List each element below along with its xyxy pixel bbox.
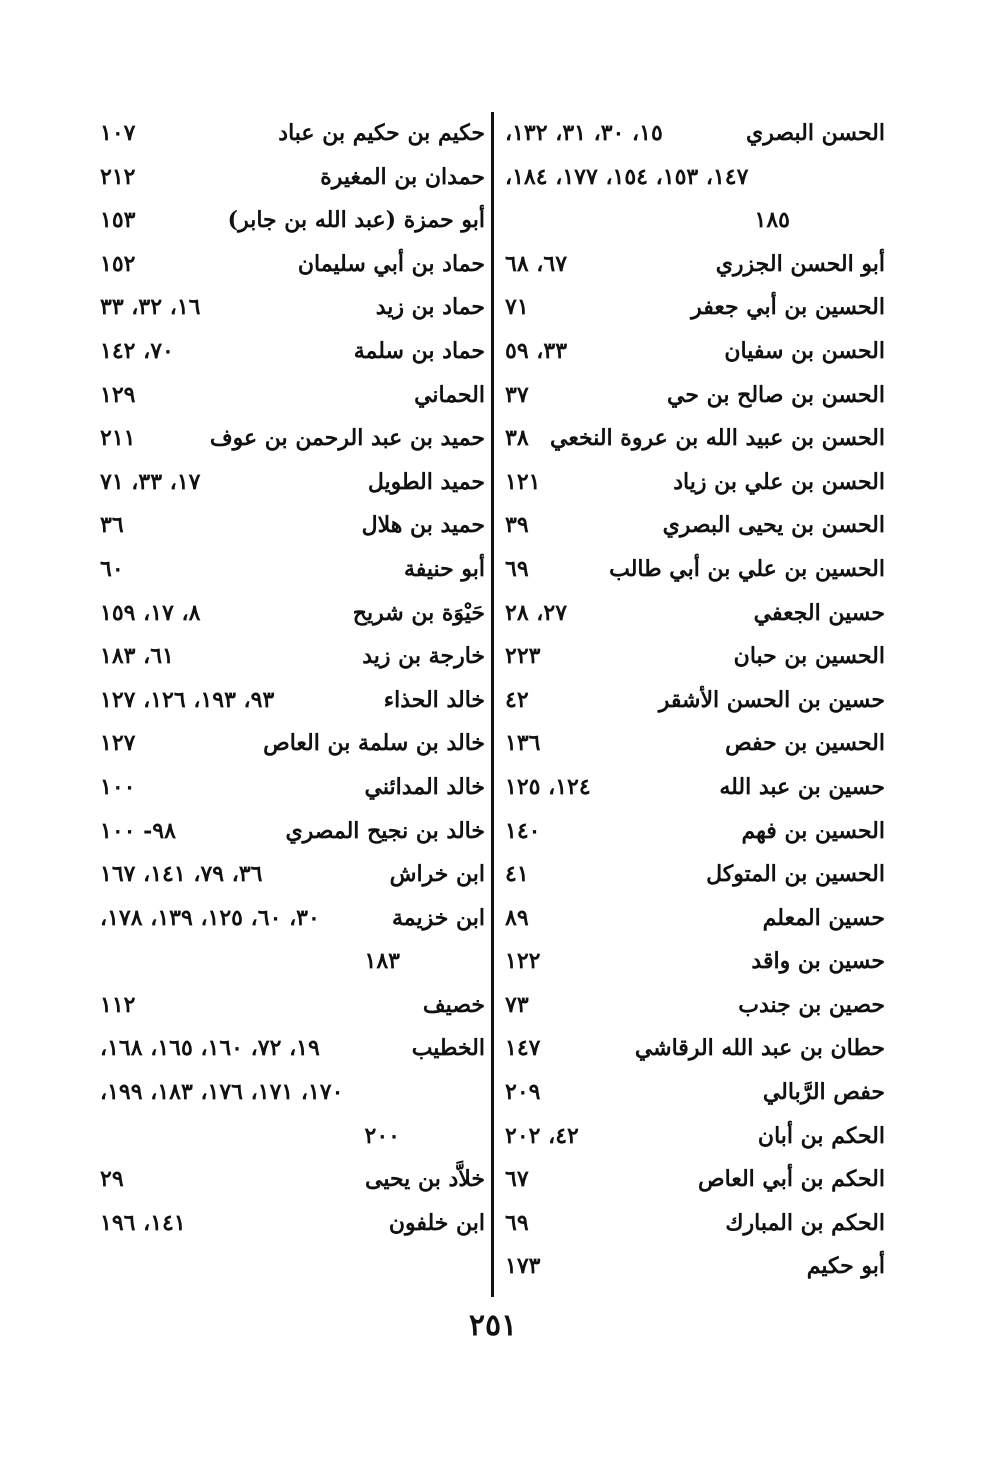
entry-name: الحسين بن فهم <box>741 817 885 844</box>
entry-pages: ٣٧ <box>505 381 529 408</box>
entry-pages: ٦٩ <box>505 555 529 582</box>
entry-pages: ١٣٦ <box>505 730 541 757</box>
index-entry <box>100 722 485 766</box>
index-entry <box>505 1245 885 1289</box>
index-entry <box>100 243 485 287</box>
index-entry <box>100 330 485 374</box>
entry-pages: ١٠٠ <box>100 773 136 800</box>
entry-pages: ١٧٣ <box>505 1253 541 1280</box>
index-entry <box>100 810 485 854</box>
index-entry <box>505 635 885 679</box>
entry-name: الحسين بن علي بن أبي طالب <box>609 555 885 582</box>
index-entry <box>505 112 885 156</box>
index-entry-continuation <box>505 156 885 200</box>
page-number: ٢٥١ <box>468 1308 518 1343</box>
index-entry-continuation <box>505 199 885 243</box>
entry-name: حسين الجعفي <box>753 599 885 626</box>
index-entry <box>100 635 485 679</box>
entry-name: حميد بن هلال <box>361 512 485 539</box>
index-entry <box>100 156 485 200</box>
entry-pages: ١٩، ٧٢، ١٦٠، ١٦٥، ١٦٨، <box>100 1035 320 1062</box>
entry-name: الحكم بن أبي العاص <box>698 1166 885 1193</box>
index-entry <box>505 810 885 854</box>
entry-name: الحسين بن المتوكل <box>706 861 885 888</box>
entry-pages: ٣٠، ٦٠، ١٢٥، ١٣٩، ١٧٨، <box>100 904 320 931</box>
index-entry <box>505 461 885 505</box>
entry-name: خارجة بن زيد <box>362 643 485 670</box>
entry-name: ابن خزيمة <box>391 904 485 931</box>
entry-pages: ١٤٧ <box>505 1035 541 1062</box>
entry-pages: ٩٣، ١٩٣، ١٢٦، ١٢٧ <box>100 686 275 713</box>
entry-pages: ١١٢ <box>100 991 136 1018</box>
index-entry <box>505 984 885 1028</box>
index-entry-continuation <box>100 1115 485 1159</box>
entry-pages: ٢١٢ <box>100 163 136 190</box>
entry-pages: ٦٧، ٦٨ <box>505 250 568 277</box>
entry-name: حسين بن الحسن الأشقر <box>658 686 885 713</box>
entry-pages: ٢٧، ٢٨ <box>505 599 568 626</box>
entry-pages: ١٦، ٣٢، ٣٣ <box>100 294 201 321</box>
entry-pages: ١٨٣ <box>364 948 400 975</box>
index-entry <box>100 679 485 723</box>
entry-name: حفص الرَّبالي <box>762 1079 885 1106</box>
index-entry <box>100 461 485 505</box>
index-entry <box>505 1027 885 1071</box>
index-column-right <box>505 112 885 1289</box>
entry-pages: ٣٩ <box>505 512 529 539</box>
index-entry <box>100 897 485 941</box>
entry-name: حطان بن عبد الله الرقاشي <box>634 1035 885 1062</box>
entry-pages: ٤٢ <box>505 686 529 713</box>
entry-pages: ٧٠، ١٤٢ <box>100 337 174 364</box>
entry-pages: ١٥٢ <box>100 250 136 277</box>
entry-name: حسين بن عبد الله <box>719 773 885 800</box>
entry-name: خالد بن نجيح المصري <box>285 817 485 844</box>
index-entry <box>505 330 885 374</box>
index-entry <box>100 504 485 548</box>
entry-pages: ١٢٢ <box>505 948 541 975</box>
entry-pages: ٢٩ <box>100 1166 124 1193</box>
entry-name: أبو حنيفة <box>403 555 485 582</box>
entry-pages: ٤١ <box>505 861 529 888</box>
entry-name: خصيف <box>422 991 485 1018</box>
index-entry <box>505 548 885 592</box>
column-divider <box>491 112 494 1297</box>
index-entry <box>100 374 485 418</box>
entry-name: حكيم بن حكيم بن عباد <box>278 120 485 146</box>
index-entry <box>100 112 485 156</box>
index-entry <box>505 766 885 810</box>
entry-name: حميد الطويل <box>367 468 485 495</box>
entry-pages: ١٤١، ١٩٦ <box>100 1209 186 1236</box>
entry-pages: ٦١، ١٨٣ <box>100 643 174 670</box>
index-entry <box>100 1027 485 1071</box>
index-entry <box>100 853 485 897</box>
entry-name: حماد بن زيد <box>375 294 485 321</box>
index-entry <box>505 243 885 287</box>
entry-pages: ٢٠٠ <box>364 1122 400 1149</box>
entry-name: أبو حكيم <box>806 1253 885 1280</box>
index-entry <box>100 1202 485 1246</box>
index-column-left <box>100 112 485 1245</box>
index-entry <box>505 592 885 636</box>
entry-name: أبو حمزة (عبد الله بن جابر) <box>227 207 485 234</box>
entry-pages: ٨٩ <box>505 904 529 931</box>
index-entry <box>505 1071 885 1115</box>
entry-pages: ٢٢٣ <box>505 643 541 670</box>
entry-name: حَيْوَة بن شريح <box>352 599 485 626</box>
entry-name: الحكم بن أبان <box>757 1122 885 1149</box>
entry-pages: ١٥، ٣٠، ٣١، ١٣٢، <box>505 120 663 146</box>
index-entry <box>100 199 485 243</box>
entry-pages: ١٠٧ <box>100 120 136 146</box>
index-entry <box>505 679 885 723</box>
index-entry <box>100 286 485 330</box>
entry-pages: ٢١١ <box>100 425 136 452</box>
entry-pages: ١٧٠، ١٧١، ١٧٦، ١٨٣، ١٩٩، <box>100 1079 344 1106</box>
index-entry <box>505 897 885 941</box>
entry-name: حمدان بن المغيرة <box>320 163 485 190</box>
index-entry <box>100 984 485 1028</box>
entry-pages: ٢٠٩ <box>505 1079 541 1106</box>
entry-name: خالد المدائني <box>364 773 485 800</box>
entry-pages: ١٢١ <box>505 468 541 495</box>
index-entry <box>505 1202 885 1246</box>
entry-name: الحسن بن علي بن زياد <box>673 468 885 495</box>
entry-pages: ١٥٣ <box>100 207 136 234</box>
index-entry <box>505 722 885 766</box>
entry-name: حميد بن عبد الرحمن بن عوف <box>209 425 485 452</box>
entry-name: حماد بن أبي سليمان <box>297 250 485 277</box>
index-entry-continuation <box>100 1071 485 1115</box>
entry-name: الحسن بن عبيد الله بن عروة النخعي <box>550 425 885 452</box>
entry-pages: ١٢٧ <box>100 730 136 757</box>
entry-name: الحكم بن المبارك <box>725 1209 885 1236</box>
entry-name: الحسن بن سفيان <box>724 337 885 364</box>
index-entry <box>505 1115 885 1159</box>
index-entry <box>505 374 885 418</box>
index-entry-continuation <box>100 940 485 984</box>
entry-name: ابن خراش <box>389 861 485 888</box>
entry-pages: ١٤٧، ١٥٣، ١٥٤، ١٧٧، ١٨٤، <box>505 163 749 190</box>
entry-name: ابن خلفون <box>388 1209 485 1236</box>
entry-pages: ١٨٥ <box>754 207 790 234</box>
entry-name: الحسين بن حفص <box>725 730 885 757</box>
index-entry <box>505 286 885 330</box>
entry-name: حسين المعلم <box>762 904 885 931</box>
entry-name: حسين بن واقد <box>751 948 885 975</box>
entry-pages: ١٤٠ <box>505 817 541 844</box>
entry-name: الحسين بن حبان <box>733 643 885 670</box>
entry-pages: ١٢٤، ١٢٥ <box>505 773 591 800</box>
index-entry <box>505 504 885 548</box>
entry-pages: ٨، ١٧، ١٥٩ <box>100 599 201 626</box>
entry-pages: ٦٩ <box>505 1209 529 1236</box>
entry-name: الحسن البصري <box>746 120 885 146</box>
index-entry <box>100 548 485 592</box>
entry-name: الحماني <box>414 381 485 408</box>
index-entry <box>505 1158 885 1202</box>
entry-pages: ٩٨- ١٠٠ <box>100 817 176 844</box>
entry-name: خالد بن سلمة بن العاص <box>263 730 485 757</box>
entry-pages: ٣٦، ٧٩، ١٤١، ١٦٧ <box>100 861 263 888</box>
entry-pages: ٣٦ <box>100 512 124 539</box>
entry-pages: ٣٣، ٥٩ <box>505 337 568 364</box>
entry-pages: ٧١ <box>505 294 529 321</box>
entry-pages: ٧٣ <box>505 991 529 1018</box>
entry-name: حماد بن سلمة <box>353 337 485 364</box>
entry-name: حصين بن جندب <box>738 991 885 1018</box>
index-entry <box>505 417 885 461</box>
entry-pages: ٤٢، ٢٠٢ <box>505 1122 579 1149</box>
entry-name: خالد الحذاء <box>383 686 485 713</box>
entry-pages: ٦٠ <box>100 555 124 582</box>
index-entry <box>100 592 485 636</box>
entry-pages: ٣٨ <box>505 425 529 452</box>
entry-pages: ٦٧ <box>505 1166 529 1193</box>
index-entry <box>100 1158 485 1202</box>
entry-name: الحسن بن يحيى البصري <box>662 512 885 539</box>
entry-name: الحسن بن صالح بن حي <box>667 381 885 408</box>
entry-name: خلاَّد بن يحيى <box>364 1166 485 1193</box>
index-entry <box>505 940 885 984</box>
entry-name: الحسين بن أبي جعفر <box>691 294 885 321</box>
index-entry <box>505 853 885 897</box>
entry-pages: ١٧، ٣٣، ٧١ <box>100 468 201 495</box>
entry-name: أبو الحسن الجزري <box>715 250 885 277</box>
index-entry <box>100 766 485 810</box>
index-entry <box>100 417 485 461</box>
entry-pages: ١٢٩ <box>100 381 136 408</box>
entry-name: الخطيب <box>411 1035 485 1062</box>
